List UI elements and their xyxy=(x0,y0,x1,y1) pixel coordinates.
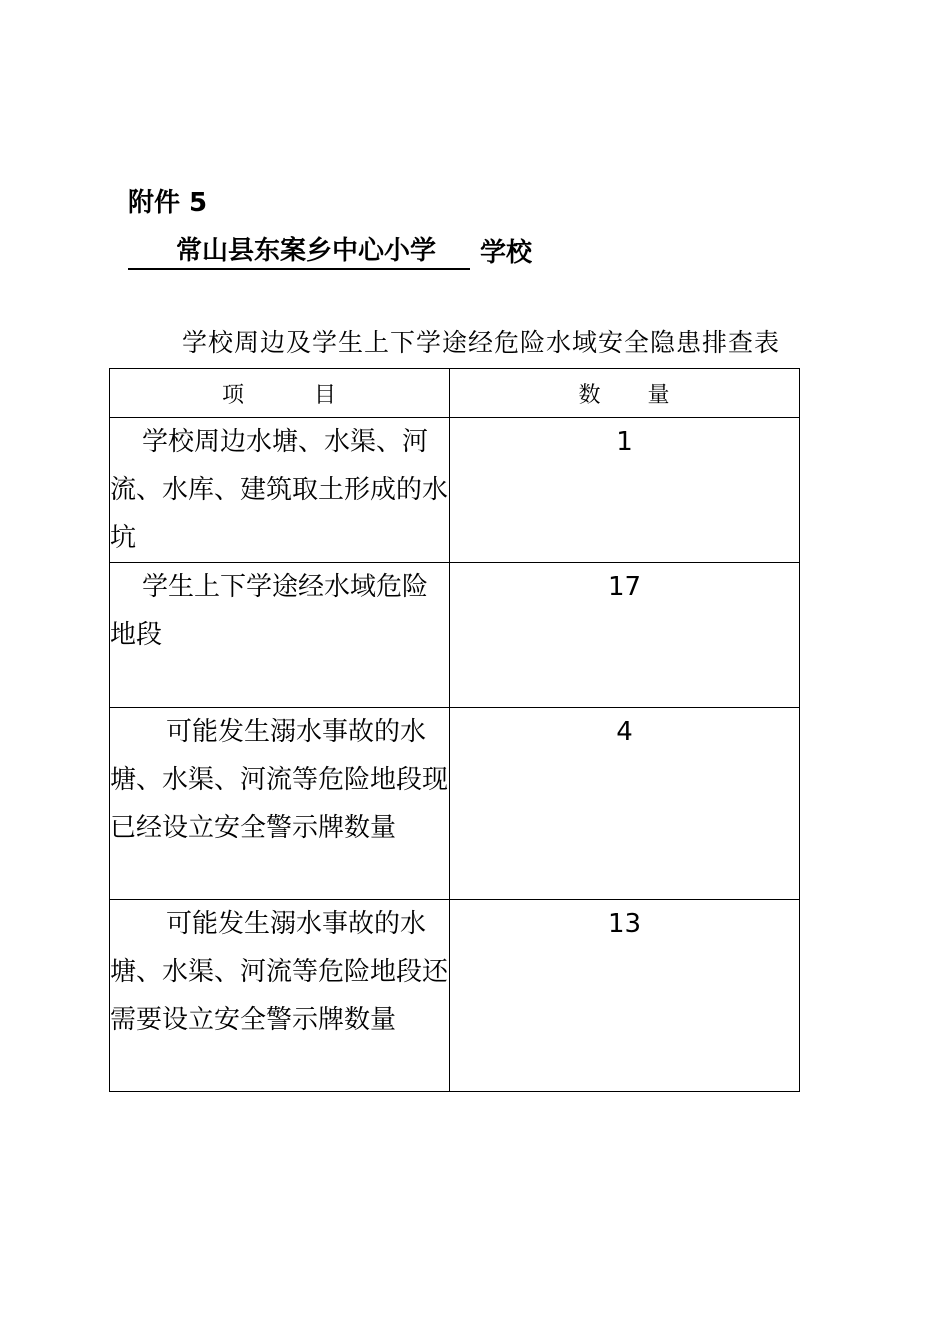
table-row xyxy=(110,418,800,563)
row-count: 13 xyxy=(450,900,800,1092)
row-item: 学校周边水塘、水渠、河流、水库、建筑取土形成的水坑 xyxy=(110,418,450,563)
table-row xyxy=(110,563,800,708)
row-item: 可能发生溺水事故的水塘、水渠、河流等危险地段现已经设立安全警示牌数量 xyxy=(110,708,450,900)
row-count: 17 xyxy=(450,563,800,708)
school-line xyxy=(128,232,532,270)
row-item: 学生上下学途经水域危险地段 xyxy=(110,563,450,708)
row-item: 可能发生溺水事故的水塘、水渠、河流等危险地段还需要设立安全警示牌数量 xyxy=(110,900,450,1092)
row-count: 4 xyxy=(450,708,800,900)
school-suffix: 学校 xyxy=(480,238,533,268)
header-count: 数 量 xyxy=(450,369,800,418)
row-count: 1 xyxy=(450,418,800,563)
inspection-table xyxy=(109,368,800,1092)
attachment-label: 附件 5 xyxy=(128,188,208,218)
table-row xyxy=(110,708,800,900)
table-header-row xyxy=(110,369,800,418)
header-item: 项 目 xyxy=(110,369,450,418)
table-row xyxy=(110,900,800,1092)
table-title: 学校周边及学生上下学途经危险水域安全隐患排查表 xyxy=(182,328,781,357)
school-name: 常山县东案乡中心小学 xyxy=(128,234,470,270)
